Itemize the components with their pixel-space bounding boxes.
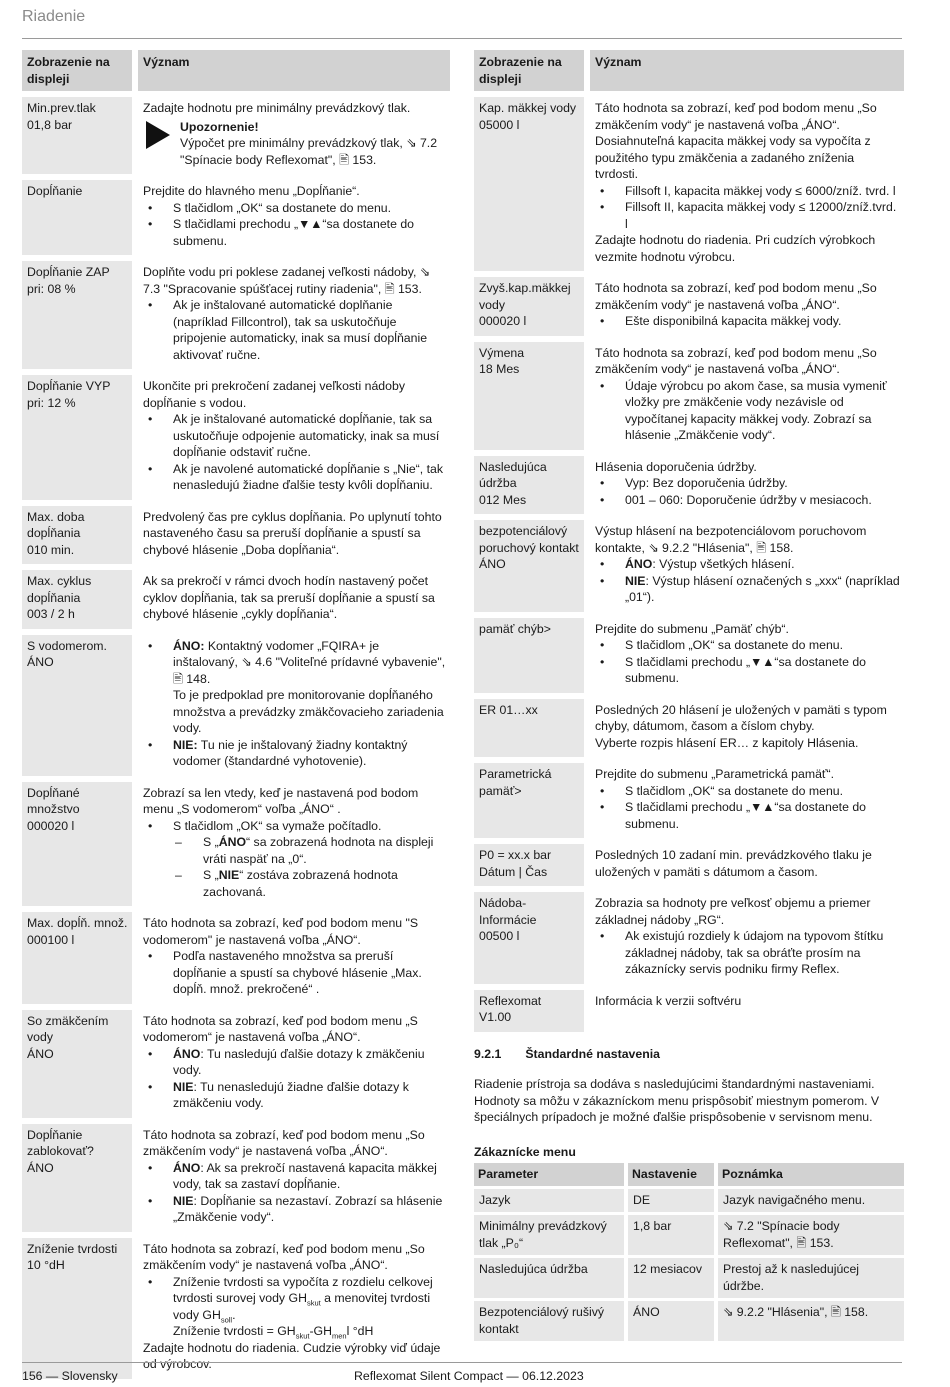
col-header-parameter: Parameter (474, 1163, 624, 1186)
display-value: ÁNO (479, 557, 506, 571)
display-value: bezpotenciálový (479, 524, 568, 538)
meaning-text: Výstup hlásení na bezpotenciálovom poruchovom kontakte, ⇘ 9.2.2 "Hlásenia", 🖹 158. (595, 524, 867, 555)
meaning-text: Táto hodnota sa zobrazí, keď pod bodom menu „So zmäkčením vody“ je nastavená voľba „ÁNO“. (595, 345, 877, 376)
bullet-item: • S tlačidlami prechodu „▼▲“sa dostanete do submenu. (595, 799, 900, 832)
subscript: soll (220, 1314, 233, 1324)
meaning-text: Prejdite do submenu „Pamäť chýb“. (595, 621, 789, 636)
table-row (474, 1301, 904, 1341)
meaning-text: Hlásenia doporučenia údržby. (595, 459, 757, 474)
dash-text: S „ (203, 835, 219, 849)
display-value: dopĺňania (27, 526, 81, 540)
table-row (22, 635, 450, 776)
dash-text: “ sa zobrazená hodnota na displeji vráti naspäť na „0“. (203, 835, 434, 866)
bullet-item: • Ak je inštalované automatické doplňanie (napríklad Fillcontrol), tak sa uskutočňuje pripojenie automaticky, inak sa musí dopĺňanie aktivovať ručne. (143, 297, 446, 363)
bullet-text: Zníženie tvrdosti sa vypočíta z rozdielu celkovej tvrdosti surovej vody GH (173, 1274, 433, 1305)
formula (173, 1323, 446, 1340)
meaning-text: Prejdite do submenu „Parametrická pamäť“. (595, 767, 835, 781)
section-number: 9.2.1 (474, 1046, 502, 1061)
meaning-text: Vyberte rozpis hlásení ER… z kapitoly Hlásenia. (595, 735, 859, 750)
display-value: Kap. mäkkej vody (479, 101, 577, 115)
col-header-note: Poznámka (718, 1163, 904, 1186)
bullet-text: . (232, 1307, 236, 1322)
bullet-item (595, 573, 900, 606)
table-row (22, 180, 450, 255)
dash-item (143, 834, 446, 867)
display-value: P0 = xx.x bar (479, 848, 552, 862)
display-value: 18 Mes (479, 362, 520, 376)
dash-item (143, 867, 446, 900)
meaning-text: Táto hodnota sa zobrazí, keď pod bodom menu „So zmäkčením vody“ je nastavená voľba „ÁNO“. (595, 101, 877, 132)
bullet-item: • Ak je inštalované automatické dopĺňanie, tak sa uskutočňuje odpojenie automaticky, inak sa musí dopĺňanie odstaviť ručne. (143, 411, 446, 461)
table-cell: 12 mesiacov (628, 1258, 714, 1298)
meaning-text: Zadajte hodnotu do riadenia. Pri cudzích výrobkoch vezmite hodnotu výrobcu. (595, 233, 876, 264)
bullet-item: • Údaje výrobcu po akom čase, sa musia vymeniť vložky pre zmäkčenie vody nezávisle od vypočítanej kapacity mäkkej vody. Zobrazí sa hlásenie „Zmäkčenie vody“. (595, 378, 900, 444)
meaning-text: Táto hodnota sa zobrazí, keď pod bodom menu „So zmäkčením vody“ je nastavená voľba „ÁNO“. (143, 1127, 425, 1158)
bold-term: NIE: (173, 737, 198, 752)
subscript: skut (295, 1331, 310, 1341)
display-value: 00500 l (479, 929, 520, 943)
bullet-item: • S tlačidlami prechodu „▼▲“sa dostanete do submenu. (595, 654, 900, 687)
display-value: 000100 l (27, 932, 75, 947)
display-value: Nasledujúca údržba (479, 459, 547, 490)
display-value: Dopĺňanie ZAP (27, 265, 110, 279)
right-column (474, 50, 904, 1344)
col-header-meaning: Význam (138, 50, 450, 91)
formula-text: -GH (309, 1324, 332, 1338)
bold-term: ÁNO (173, 1160, 201, 1175)
table-cell: Minimálny prevádzkový tlak „P₀“ (474, 1215, 624, 1255)
meaning-text: Posledných 10 zadaní min. prevádzkového tlaku je uložených v pamäti s dátumom a časom. (595, 848, 872, 879)
bullet-item: • S tlačidlom „OK“ sa dostanete do menu. (595, 783, 900, 800)
display-value: ÁNO (27, 1046, 54, 1061)
table-cell: Jazyk navigačného menu. (718, 1189, 904, 1213)
display-value: ÁNO (27, 655, 54, 669)
table-header-row (22, 50, 450, 91)
table-cell: ÁNO (628, 1301, 714, 1341)
meaning-text: Táto hodnota sa zobrazí, keď pod bodom menu „So zmäkčením vody“ je nastavená voľba „ÁNO“. (595, 281, 877, 312)
display-value: So zmäkčením (27, 1013, 109, 1028)
bold-term: ÁNO (625, 557, 653, 571)
bold-term: ÁNO (173, 1046, 201, 1061)
table-row (474, 699, 904, 758)
bullet-item: • Ak je navolené automatické dopĺňanie s „Nie“, tak nenasledujú žiadne ďalšie testy kvôli dopĺňaniu. (143, 461, 446, 494)
display-value: 003 / 2 h (27, 607, 75, 621)
bullet-item: • S tlačidlom „OK“ sa vymaže počítadlo. (143, 818, 446, 835)
table-cell: ⇘ 7.2 "Spínacie body Reflexomat", 🖹 153. (718, 1215, 904, 1255)
dash-text: “ zostáva zobrazená hodnota zachovaná. (203, 868, 398, 899)
table-cell: Prestoj až k nasledujúcej údržbe. (718, 1258, 904, 1298)
display-value: Parametrická (479, 767, 552, 781)
table-row (474, 844, 904, 886)
bold-term: ÁNO: (173, 638, 205, 653)
table-row (22, 261, 450, 369)
bullet-item (595, 556, 900, 573)
section-title: Štandardné nastavenia (525, 1046, 660, 1061)
display-value: Max. doba (27, 509, 85, 524)
display-value: Max. cyklus (27, 574, 92, 588)
bullet-text: a menovitej tvrdosti vody GH (173, 1291, 431, 1322)
bullet-text: : Dopĺňanie sa nezastaví. Zobrazí sa hlásenie „Zmäkčenie vody“. (173, 1193, 443, 1224)
right-menu-table (474, 50, 904, 1032)
bullet-item (143, 1046, 446, 1079)
bullet-text: : Tu nasledujú ďalšie dotazy k zmäkčeniu vody. (173, 1046, 425, 1077)
meaning-text: Posledných 20 hlásení je uložených v pamäti s typom chyby, dátumom, časom a číslom chyby. (595, 702, 887, 733)
section-heading (474, 1046, 904, 1063)
note-title: Upozornenie! (180, 119, 259, 134)
bullet-item (143, 1079, 446, 1112)
bold-term: NIE (625, 573, 646, 588)
table-cell: Nasledujúca údržba (474, 1258, 624, 1298)
table-header-row (474, 50, 904, 91)
table-cell: 1,8 bar (628, 1215, 714, 1255)
note-text: Výpočet pre minimálny prevádzkový tlak, ⇘ 7.2 "Spínacie body Reflexomat", 🖹 153. (180, 136, 438, 167)
section-paragraph: Riadenie prístroja sa dodáva s nasledujúcimi štandardnými nastaveniami. Hodnoty sa môžu v zákazníckom menu prispôsobiť miestnym pomerom. V špeciálnych prípadoch je možné ďalšie prispôsobenie v servisnom menu. (474, 1077, 880, 1124)
table-row (474, 763, 904, 838)
bold-term: NIE (173, 1079, 194, 1094)
table-row (474, 1215, 904, 1255)
table-row (22, 375, 450, 500)
bold-term: NIE (173, 1193, 194, 1208)
bullet-text: : Tu nenasledujú žiadne ďalšie dotazy k zmäkčeniu vody. (173, 1079, 409, 1110)
display-value: Výmena (479, 345, 525, 360)
col-header-meaning: Význam (590, 50, 904, 91)
display-value: pamäť> (479, 783, 522, 798)
meaning-text: Informácia k verzii softvéru (595, 993, 742, 1008)
display-value: Dopĺňanie VYP (27, 379, 111, 393)
meaning-text: Prejdite do hlavného menu „Dopĺňanie“. (143, 184, 360, 198)
formula-text: Zníženie tvrdosti = GH (173, 1324, 296, 1338)
display-value: pri: 12 % (27, 395, 76, 410)
display-value: 01,8 bar (27, 117, 73, 132)
meaning-text: Ak sa prekročí v rámci dvoch hodín nastavený počet cyklov dopĺňania, tak sa preruší dopĺňanie a spustí sa chybové hlásenie „cykly dopĺňania“. (143, 574, 435, 621)
bullet-item: • S tlačidlom „OK“ sa dostanete do menu. (143, 200, 446, 217)
meaning-text: Doplňte vodu pri poklese zadanej veľkosti nádoby, ⇘ 7.3 "Spracovanie spúšťacej rutiny riadenia", 🖹 153. (143, 265, 431, 296)
table-cell: ⇘ 9.2.2 "Hlásenia", 🖹 158. (718, 1301, 904, 1341)
meaning-text: Zobrazí sa len vtedy, keď je nastavená pod bodom menu „S vodomerom“ voľba „ÁNO“ . (143, 785, 419, 816)
table-row (474, 277, 904, 336)
display-value: V1.00 (479, 1010, 512, 1024)
display-value: poruchový kontakt (479, 540, 579, 555)
display-value: Dopĺňanie (27, 184, 83, 198)
table-row (474, 97, 904, 271)
meaning-text: Táto hodnota sa zobrazí, keď pod bodom menu „S vodomerom“ je nastavená voľba „ÁNO“. (143, 1013, 418, 1044)
bullet-text: Kontaktný vodomer „FQIRA+ je inštalovaný, ⇘ 4.6 "Voliteľné prídavné vybavenie", 🖹 148. (173, 638, 446, 686)
bullet-item: • S tlačidlami prechodu „▼▲“sa dostanete do submenu. (143, 216, 446, 249)
col-header-display: Zobrazenie na displeji (22, 50, 132, 91)
display-value: ER 01…xx (479, 702, 538, 717)
display-value: 012 Mes (479, 492, 527, 507)
display-value: 000020 l (27, 818, 75, 833)
table-row (474, 520, 904, 612)
bullet-item: • Ešte disponibilná kapacita mäkkej vody. (595, 313, 900, 330)
meaning-text: Predvolený čas pre cyklus dopĺňania. Po uplynutí tohto nastaveného času sa preruší dopĺňanie a spustí sa chybové hlásenie „Doba dopĺňania“. (143, 509, 442, 557)
header-divider (22, 38, 902, 39)
subscript: skut (306, 1298, 321, 1308)
table-row (22, 1010, 450, 1118)
display-value: dopĺňania (27, 590, 81, 605)
meaning-text: Zadajte hodnotu pre minimálny prevádzkový tlak. (143, 101, 411, 115)
bullet-item: • 001 – 060: Doporučenie údržby v mesiacoch. (595, 492, 900, 509)
bold-term: NIE (218, 868, 240, 882)
bullet-item: • Fillsoft I, kapacita mäkkej vody ≤ 6000/zníž. tvrd. l (595, 183, 900, 200)
display-value: pamäť chýb> (479, 621, 551, 636)
meaning-text: Táto hodnota sa zobrazí, keď pod bodom menu "S vodomerom" je nastavená voľba „ÁNO“. (143, 916, 419, 947)
table-row (474, 618, 904, 693)
bullet-item: • Podľa nastaveného množstva sa preruší dopĺňanie a spustí sa chybové hlásenie „Max. dopĺň. množ. prekročené“ . (143, 948, 446, 998)
table-row (22, 782, 450, 907)
meaning-text: Dosiahnuteľná kapacita mäkkej vody sa vypočíta z použitého typu zmäkčenia a zadaného zníženia tvrdosti. (595, 134, 871, 181)
note-triangle-icon (146, 121, 170, 149)
left-column (22, 50, 450, 1379)
display-value: Dopĺňané množstvo (27, 785, 80, 816)
table-row (474, 990, 904, 1032)
left-menu-table (22, 50, 450, 1379)
display-value: ÁNO (27, 1160, 54, 1175)
display-value: S vodomerom. (27, 638, 107, 653)
display-value: pri: 08 % (27, 281, 76, 296)
bullet-item (143, 638, 446, 737)
display-value: Max. dopĺň. množ. (27, 916, 128, 930)
table-cell: Jazyk (474, 1189, 624, 1213)
bold-term: ÁNO (218, 835, 247, 849)
display-value: Dátum | Čas (479, 864, 548, 879)
display-value: Zvyš.kap.mäkkej (479, 281, 571, 295)
bullet-text: Tu nie je inštalovaný žiadny kontaktný vodomer (štandardné vyhotovenie). (173, 737, 408, 768)
footer-page-language: 156 — Slovensky (22, 1369, 118, 1383)
display-value: vody (479, 297, 505, 312)
display-value: Min.prev.tlak (27, 101, 96, 115)
table-row (22, 570, 450, 629)
table-cell: Bezpotenciálový rušivý kontakt (474, 1301, 624, 1341)
table-row (22, 912, 450, 1004)
bullet-text: : Výstup hlásení označených s „xxx“ (napríklad „01“). (625, 573, 900, 604)
table-header-row (474, 1163, 904, 1186)
bullet-item: • Fillsoft II, kapacita mäkkej vody ≤ 12000/zníž.tvrd. l (595, 199, 900, 232)
meaning-text: Zadajte hodnotu do riadenia. Cudzie výrobky viď údaje od výrobcov. (143, 1340, 441, 1371)
meaning-text: Táto hodnota sa zobrazí, keď pod bodom menu „So zmäkčením vody“ je nastavená voľba „ÁNO“. (143, 1241, 425, 1272)
display-value: vody (27, 1030, 53, 1044)
table-row (474, 1189, 904, 1213)
page-header: Riadenie (22, 8, 86, 25)
subscript: men (332, 1331, 347, 1341)
table-row (22, 1124, 450, 1232)
display-value: zablokovať? (27, 1144, 94, 1158)
bullet-item (143, 737, 446, 770)
bullet-item: • Vyp: Bez doporučenia údržby. (595, 475, 900, 492)
table-row (474, 456, 904, 515)
table-row (474, 1258, 904, 1298)
bullet-text: : Ak sa prekročí nastavená kapacita mäkkej vody, tak sa zastaví dopĺňanie. (173, 1160, 437, 1191)
table-row (474, 342, 904, 450)
col-header-display: Zobrazenie na displeji (474, 50, 584, 91)
dash-text: S „ (203, 868, 219, 882)
table-row (22, 506, 450, 565)
col-header-setting: Nastavenie (628, 1163, 714, 1186)
customer-menu-table (474, 1160, 904, 1344)
display-value: Zníženie tvrdosti (27, 1241, 118, 1256)
bullet-text: To je predpoklad pre monitorovanie dopĺňaného množstva a prevádzky zmäkčovacieho zariadenia vody. (173, 688, 444, 735)
display-value: 10 °dH (27, 1258, 65, 1272)
display-value: 000020 l (479, 314, 527, 328)
display-value: Nádoba-Informácie (479, 896, 537, 927)
meaning-text: Ukončite pri prekročení zadanej veľkosti nádoby dopĺňanie s vodou. (143, 379, 405, 410)
display-value: Dopĺňanie (27, 1127, 83, 1142)
display-value: 05000 l (479, 117, 520, 132)
display-value: Reflexomat (479, 993, 542, 1008)
bullet-item (143, 1160, 446, 1193)
bullet-item (143, 1274, 446, 1340)
bullet-text: : Výstup všetkých hlásení. (652, 557, 795, 571)
bullet-item: • S tlačidlom „OK“ sa dostanete do menu. (595, 637, 900, 654)
table-row (474, 892, 904, 984)
meaning-text: Zobrazia sa hodnoty pre veľkosť objemu a priemer základnej nádoby „RG“. (595, 896, 871, 927)
formula-text: l °dH (346, 1324, 374, 1338)
display-value: 010 min. (27, 542, 75, 557)
customer-menu-title: Zákaznícke menu (474, 1144, 576, 1159)
footer-divider (22, 1362, 902, 1363)
bullet-item (143, 1193, 446, 1226)
bullet-item: • Ak existujú rozdiely k údajom na typovom štítku základnej nádoby, tak sa obráťte prosím na zákaznícky servis podniku firmy Reflex. (595, 928, 900, 978)
note-block (143, 119, 446, 169)
footer-document-title: Reflexomat Silent Compact — 06.12.2023 (354, 1369, 584, 1383)
table-row (22, 1238, 450, 1379)
table-cell: DE (628, 1189, 714, 1213)
table-row (22, 97, 450, 174)
